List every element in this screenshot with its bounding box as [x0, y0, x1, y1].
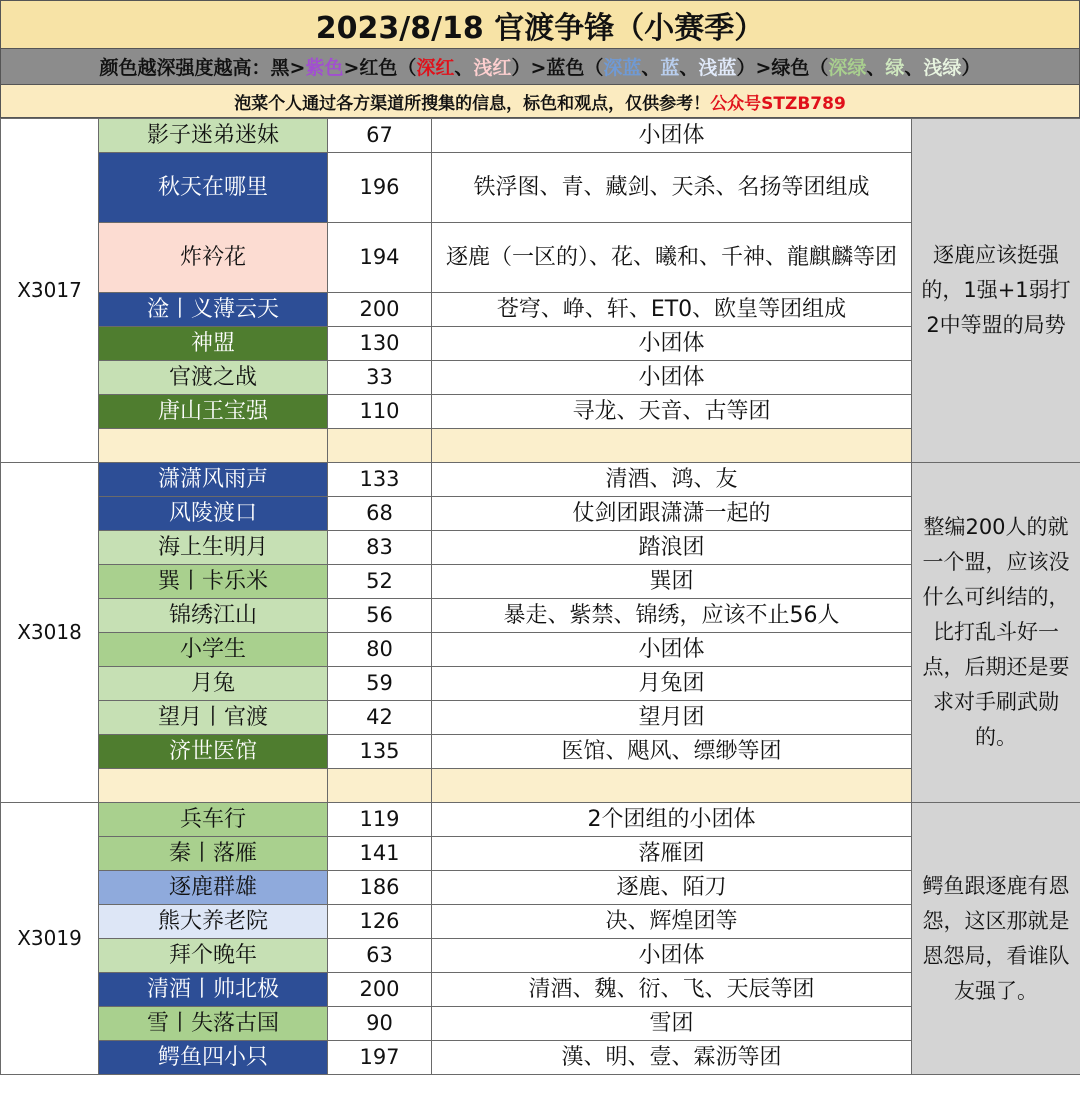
alliance-name: 望月丨官渡	[99, 701, 328, 735]
alliance-name: 鳄鱼四小只	[99, 1041, 328, 1075]
alliance-name: 锦绣江山	[99, 599, 328, 633]
alliance-name: 拜个晚年	[99, 939, 328, 973]
alliance-name: 秋天在哪里	[99, 153, 328, 223]
alliance-name: 唐山王宝强	[99, 395, 328, 429]
member-count: 200	[328, 973, 432, 1007]
alliance-name: 官渡之战	[99, 361, 328, 395]
alliance-desc: 雪团	[432, 1007, 912, 1041]
alliance-name: 熊大养老院	[99, 905, 328, 939]
member-count: 194	[328, 223, 432, 293]
alliance-desc: 小团体	[432, 939, 912, 973]
page-title: 2023/8/18 官渡争锋（小赛季）	[0, 0, 1080, 48]
spacer-cell	[99, 769, 328, 803]
alliance-name: 月兔	[99, 667, 328, 701]
legend-sep: 、	[679, 57, 699, 79]
legend-red-open: >红色（	[343, 57, 417, 79]
member-count: 56	[328, 599, 432, 633]
alliance-name: 炸衿花	[99, 223, 328, 293]
alliance-desc: 小团体	[432, 327, 912, 361]
legend-deep-red: 深红	[416, 57, 455, 79]
legend-deep-green: 深绿	[828, 57, 867, 79]
disclaimer-note	[0, 84, 1080, 118]
member-count: 197	[328, 1041, 432, 1075]
alliance-name: 潇潇风雨声	[99, 463, 328, 497]
member-count: 200	[328, 293, 432, 327]
spacer-cell	[328, 429, 432, 463]
member-count: 42	[328, 701, 432, 735]
alliance-desc: 踏浪团	[432, 531, 912, 565]
alliance-desc: 月兔团	[432, 667, 912, 701]
member-count: 52	[328, 565, 432, 599]
alliance-table	[0, 118, 1080, 1075]
alliance-desc: 望月团	[432, 701, 912, 735]
member-count: 119	[328, 803, 432, 837]
spacer-cell	[432, 429, 912, 463]
alliance-desc: 清酒、鸿、友	[432, 463, 912, 497]
alliance-name: 海上生明月	[99, 531, 328, 565]
member-count: 80	[328, 633, 432, 667]
alliance-desc: 小团体	[432, 633, 912, 667]
table-row	[1, 119, 1080, 153]
legend-light-green: 浅绿	[923, 57, 962, 79]
alliance-desc: 巽团	[432, 565, 912, 599]
table-row	[1, 463, 1080, 497]
legend-green-open: ）>绿色（	[736, 57, 829, 79]
alliance-desc: 小团体	[432, 119, 912, 153]
member-count: 59	[328, 667, 432, 701]
alliance-desc: 逐鹿（一区的）、花、曦和、千神、龍麒麟等团	[432, 223, 912, 293]
server-id: X3019	[1, 803, 99, 1075]
alliance-name: 小学生	[99, 633, 328, 667]
legend-purple: 紫色	[305, 57, 344, 79]
member-count: 126	[328, 905, 432, 939]
legend-sep: 、	[454, 57, 474, 79]
legend-sep: 、	[866, 57, 886, 79]
alliance-name: 济世医馆	[99, 735, 328, 769]
legend-light-red: 浅红	[473, 57, 512, 79]
alliance-desc: 落雁团	[432, 837, 912, 871]
member-count: 33	[328, 361, 432, 395]
alliance-desc: 医馆、飓风、缥缈等团	[432, 735, 912, 769]
alliance-desc: 漢、明、壹、霖沥等团	[432, 1041, 912, 1075]
member-count: 68	[328, 497, 432, 531]
alliance-desc: 逐鹿、陌刀	[432, 871, 912, 905]
alliance-name: 淦丨义薄云天	[99, 293, 328, 327]
member-count: 90	[328, 1007, 432, 1041]
server-comment: 逐鹿应该挺强的，1强+1弱打2中等盟的局势	[912, 119, 1080, 463]
alliance-name: 兵车行	[99, 803, 328, 837]
legend-sep: 、	[904, 57, 924, 79]
member-count: 196	[328, 153, 432, 223]
server-id: X3018	[1, 463, 99, 803]
member-count: 130	[328, 327, 432, 361]
legend-blue-open: ）>蓝色（	[511, 57, 604, 79]
alliance-desc: 仗剑团跟潇潇一起的	[432, 497, 912, 531]
alliance-desc: 决、辉煌团等	[432, 905, 912, 939]
server-id: X3017	[1, 119, 99, 463]
alliance-name: 逐鹿群雄	[99, 871, 328, 905]
table-row	[1, 803, 1080, 837]
member-count: 67	[328, 119, 432, 153]
alliance-name: 雪丨失落古国	[99, 1007, 328, 1041]
member-count: 83	[328, 531, 432, 565]
account-label: 公众号STZB789	[710, 93, 846, 114]
member-count: 63	[328, 939, 432, 973]
legend-light-blue: 浅蓝	[698, 57, 737, 79]
alliance-name: 巽丨卡乐米	[99, 565, 328, 599]
member-count: 141	[328, 837, 432, 871]
alliance-desc: 苍穹、峥、轩、ET0、欧皇等团组成	[432, 293, 912, 327]
spacer-cell	[328, 769, 432, 803]
alliance-desc: 寻龙、天音、古等团	[432, 395, 912, 429]
alliance-desc: 暴走、紫禁、锦绣，应该不止56人	[432, 599, 912, 633]
server-comment: 鳄鱼跟逐鹿有恩怨，这区那就是恩怨局，看谁队友强了。	[912, 803, 1080, 1075]
alliance-name: 风陵渡口	[99, 497, 328, 531]
alliance-desc: 铁浮图、青、藏剑、天杀、名扬等团组成	[432, 153, 912, 223]
spacer-cell	[432, 769, 912, 803]
alliance-desc: 清酒、魏、衍、飞、天辰等团	[432, 973, 912, 1007]
alliance-name: 影子迷弟迷妹	[99, 119, 328, 153]
member-count: 110	[328, 395, 432, 429]
spacer-cell	[99, 429, 328, 463]
legend-blue: 蓝	[660, 57, 680, 79]
legend-deep-blue: 深蓝	[603, 57, 642, 79]
member-count: 133	[328, 463, 432, 497]
alliance-name: 秦丨落雁	[99, 837, 328, 871]
alliance-desc: 小团体	[432, 361, 912, 395]
disclaimer-text: 泡菜个人通过各方渠道所搜集的信息，标色和观点，仅供参考！	[234, 93, 711, 114]
alliance-name: 神盟	[99, 327, 328, 361]
alliance-name: 清酒丨帅北极	[99, 973, 328, 1007]
legend-green: 绿	[885, 57, 905, 79]
member-count: 135	[328, 735, 432, 769]
alliance-desc: 2个团组的小团体	[432, 803, 912, 837]
legend-prefix: 颜色越深强度越高：黑>	[99, 57, 306, 79]
member-count: 186	[328, 871, 432, 905]
server-comment: 整编200人的就一个盟，应该没什么可纠结的，比打乱斗好一点，后期还是要求对手刷武勋的。	[912, 463, 1080, 803]
legend-close: ）	[961, 57, 981, 79]
color-legend	[0, 48, 1080, 84]
legend-sep: 、	[641, 57, 661, 79]
